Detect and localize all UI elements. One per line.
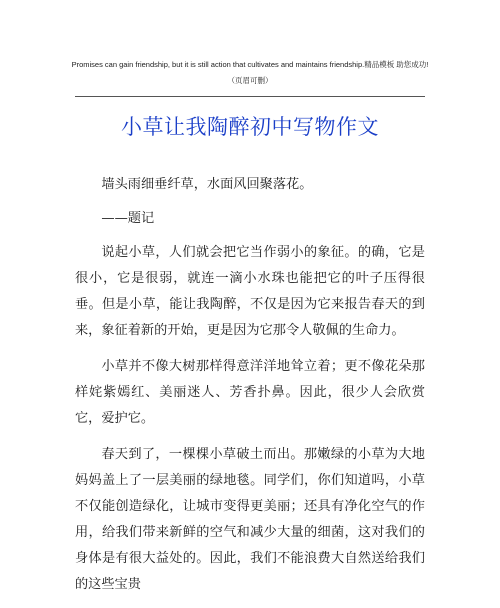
document-body <box>75 172 425 608</box>
header-tagline: Promises can gain friendship, but it is still action that cultivates and maintains friendship.精品模板 助您成功! <box>71 60 429 69</box>
page-header <box>0 60 500 87</box>
body-paragraph: 春天到了，一棵棵小草破土而出。那嫩绿的小草为大地妈妈盖上了一层美丽的绿地毯。同学们，你们知道吗，小草不仅能创造绿化，让城市变得更美丽；还具有净化空气的作用，给我们带来新鲜的空气和减少大量的细菌，这对我们的身体是有很大益处的。因此，我们不能浪费大自然送给我们的这些宝贵 <box>75 447 425 592</box>
header-removable-note: （页眉可删） <box>227 76 273 85</box>
epigraph-line: 墙头雨细垂纤草，水面风回聚落花。 <box>101 177 313 192</box>
epigraph-source: ——题记 <box>101 211 155 226</box>
document-title: 小草让我陶醉初中写物作文 <box>121 115 379 139</box>
header-divider <box>75 96 425 97</box>
body-paragraph: 小草并不像大树那样得意洋洋地耸立着；更不像花朵那样姹紫嫣红、美丽迷人、芳香扑鼻。因此，很少人会欣赏它，爱护它。 <box>75 359 425 426</box>
body-paragraph: 说起小草，人们就会把它当作弱小的象征。的确，它是很小，它是很弱，就连一滴小水珠也能把它的叶子压得很垂。但是小草，能让我陶醉，不仅是因为它来报告春天的到来，象征着新的开始，更是因为它那令人敬佩的生命力。 <box>75 245 425 338</box>
